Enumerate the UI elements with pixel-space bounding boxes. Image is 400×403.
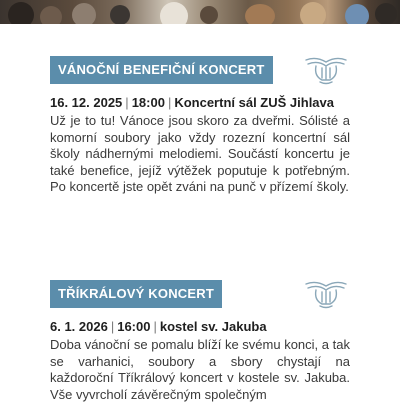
event-date: 6. 1. 2026 xyxy=(50,319,108,334)
event-description: Už je to tu! Vánoce jsou skoro za dveřmi. Sólisté a komorní soubory jako vždy rozezní koncertní sál školy nádhernými melodiemi. Součástí koncertu je také benefice, jejíž výtěžek poputuje k potřebným. Po koncertě jste opět zváni na punč v přízemí školy. xyxy=(50,113,350,194)
lyre-ornament-icon xyxy=(302,278,350,310)
event-venue: Koncertní sál ZUŠ Jihlava xyxy=(174,95,334,110)
event-meta: 6. 1. 2026 | 16:00 | kostel sv. Jakuba xyxy=(50,319,267,334)
event-header xyxy=(50,280,350,310)
event-venue: kostel sv. Jakuba xyxy=(159,319,267,334)
event-time: 16:00 xyxy=(117,319,151,334)
event-header xyxy=(50,56,350,86)
event-time: 18:00 xyxy=(131,95,165,110)
event-meta: 16. 12. 2025 | 18:00 | Koncertní sál ZUŠ Jihlava xyxy=(50,95,334,110)
event-title: VÁNOČNÍ BENEFIČNÍ KONCERT xyxy=(50,56,273,84)
event-title: TŘÍKRÁLOVÝ KONCERT xyxy=(50,280,222,308)
event-date: 16. 12. 2025 xyxy=(50,95,123,110)
event-card-three-kings-concert xyxy=(50,280,350,403)
event-description: Doba vánoční se pomalu blíží ke svému konci, a tak se varhanici, soubory a sbory chystají na každoroční Tříkrálový koncert v kostele sv. Jakuba. Vše vyvrcholí závěrečným společným xyxy=(50,337,350,402)
lyre-ornament-icon xyxy=(302,54,350,86)
header-photo xyxy=(0,0,400,24)
event-card-christmas-concert xyxy=(50,56,350,196)
